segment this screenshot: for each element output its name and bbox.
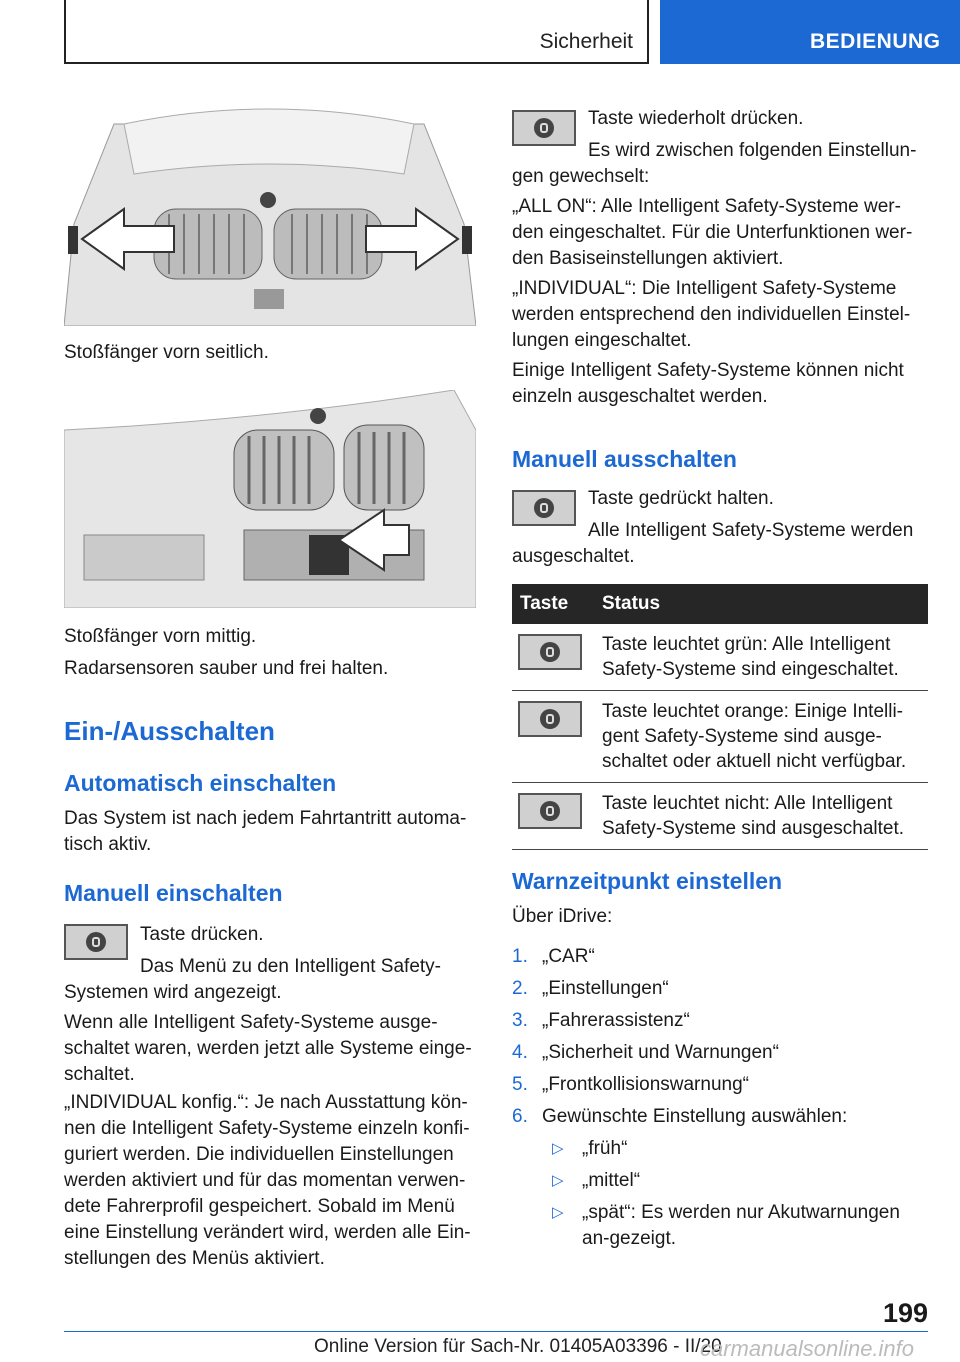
bumper-center-illustration: [64, 390, 476, 608]
table-row: [512, 624, 928, 691]
list-item: 5. „Frontkollisionswarnung“: [512, 1074, 749, 1095]
individual-config-note: „INDIVIDUAL konfig.“: Je nach Ausstattung kön-nen die Intelligent Safety-Systeme einzeln konfi-guriert werden. Die individuellen Einstellungen werden aktiviert und für das momentan verwen-dete Fahrerprofil gespeichert. Sobald im Menü eine Einstellung verändert wird, werden alle Ein-stellungen des Menüs aktiviert.: [64, 1092, 471, 1269]
footer-divider: [64, 1331, 928, 1332]
menu-shown-text: Das Menü zu den Intelligent Safety-Systemen wird angezeigt.: [64, 956, 442, 1003]
header-chapter-label: BEDIENUNG: [810, 30, 941, 53]
hold-button-text: Taste gedrückt halten.: [588, 488, 774, 509]
heading-auto-on: Automatisch einschalten: [64, 770, 337, 796]
status-text: Taste leuchtet nicht: Alle Intelligent Safety-Systeme sind ausgeschaltet.: [594, 783, 928, 850]
list-item: 2. „Einstellungen“: [512, 978, 669, 999]
header-section-tab: [64, 0, 649, 64]
heading-manual-on: Manuell einschalten: [64, 880, 283, 906]
some-cannot-text: Einige Intelligent Safety-Systeme können nicht einzeln ausgeschaltet werden.: [512, 360, 904, 407]
heading-manual-off: Manuell ausschalten: [512, 446, 737, 472]
footer-online-version: Online Version für Sach-Nr. 01405A03396 - II/20: [314, 1336, 722, 1357]
list-item: 4. „Sicherheit und Warnungen“: [512, 1042, 779, 1063]
triangle-bullet-icon: ▷: [552, 1140, 564, 1157]
list-item: 1. „CAR“: [512, 946, 595, 967]
page-number: 199: [882, 1298, 928, 1328]
table-row: [512, 783, 928, 850]
option-early: ▷ „früh“: [512, 1136, 928, 1162]
bumper-side-illustration: [64, 104, 476, 326]
idrive-steps-list: [512, 944, 928, 1258]
table-header-status: Status: [594, 584, 928, 624]
all-on-text: „ALL ON“: Alle Intelligent Safety-Systeme wer-den eingeschaltet. Für die Unterfunktionen wer-den Basiseinstellungen aktiviert.: [512, 196, 913, 269]
individual-text: „INDIVIDUAL“: Die Intelligent Safety-Systeme werden entsprechend den individuellen Einstel-lungen eingeschaltet.: [512, 278, 911, 351]
button-status-table: [512, 584, 928, 850]
table-row: [512, 691, 928, 783]
press-button-text: Taste drücken.: [140, 924, 264, 945]
all-off-text: Alle Intelligent Safety-Systeme werden ausgeschaltet.: [512, 520, 914, 567]
press-again-text: Taste wiederholt drücken.: [588, 108, 804, 129]
status-text: Taste leuchtet orange: Einige Intelli-gent Safety-Systeme sind ausge-schaltet oder aktuell nicht verfügbar.: [594, 691, 928, 783]
header-chapter-tab: [660, 0, 960, 64]
caption-bumper-side: Stoßfänger vorn seitlich.: [64, 342, 269, 363]
toggle-between-text: Es wird zwischen folgenden Einstellun-gen gewechselt:: [512, 140, 917, 187]
auto-on-text: Das System ist nach jedem Fahrtantritt automa-tisch aktiv.: [64, 808, 467, 855]
option-late: ▷ „spät“: Es werden nur Akutwarnungen an-gezeigt.: [552, 1202, 900, 1249]
heading-warning-time: Warnzeitpunkt einstellen: [512, 868, 783, 894]
safety-button-green-icon: [518, 634, 582, 670]
triangle-bullet-icon: ▷: [552, 1204, 564, 1221]
safety-button-orange-icon: [518, 701, 582, 737]
status-text: Taste leuchtet grün: Alle Intelligent Safety-Systeme sind eingeschaltet.: [594, 624, 928, 691]
heading-on-off: Ein-/Ausschalten: [64, 716, 275, 746]
triangle-bullet-icon: ▷: [552, 1172, 564, 1189]
option-medium: ▷ „mittel“: [512, 1168, 928, 1194]
table-header-button: Taste: [512, 584, 594, 624]
header-section-label: Sicherheit: [539, 30, 633, 53]
via-idrive-text: Über iDrive:: [512, 906, 613, 927]
watermark: carmanualsonline.info: [700, 1336, 915, 1361]
safety-button-off-icon: [518, 793, 582, 829]
caption-bumper-center: Stoßfänger vorn mittig.: [64, 626, 257, 647]
all-off-note: Wenn alle Intelligent Safety-Systeme ausge-schaltet waren, werden jetzt alle Systeme einge-schaltet.: [64, 1012, 472, 1085]
radar-note: Radarsensoren sauber und frei halten.: [64, 658, 389, 679]
list-item: 6. Gewünschte Einstellung auswählen:: [512, 1106, 848, 1127]
list-item: 3. „Fahrerassistenz“: [512, 1010, 690, 1031]
